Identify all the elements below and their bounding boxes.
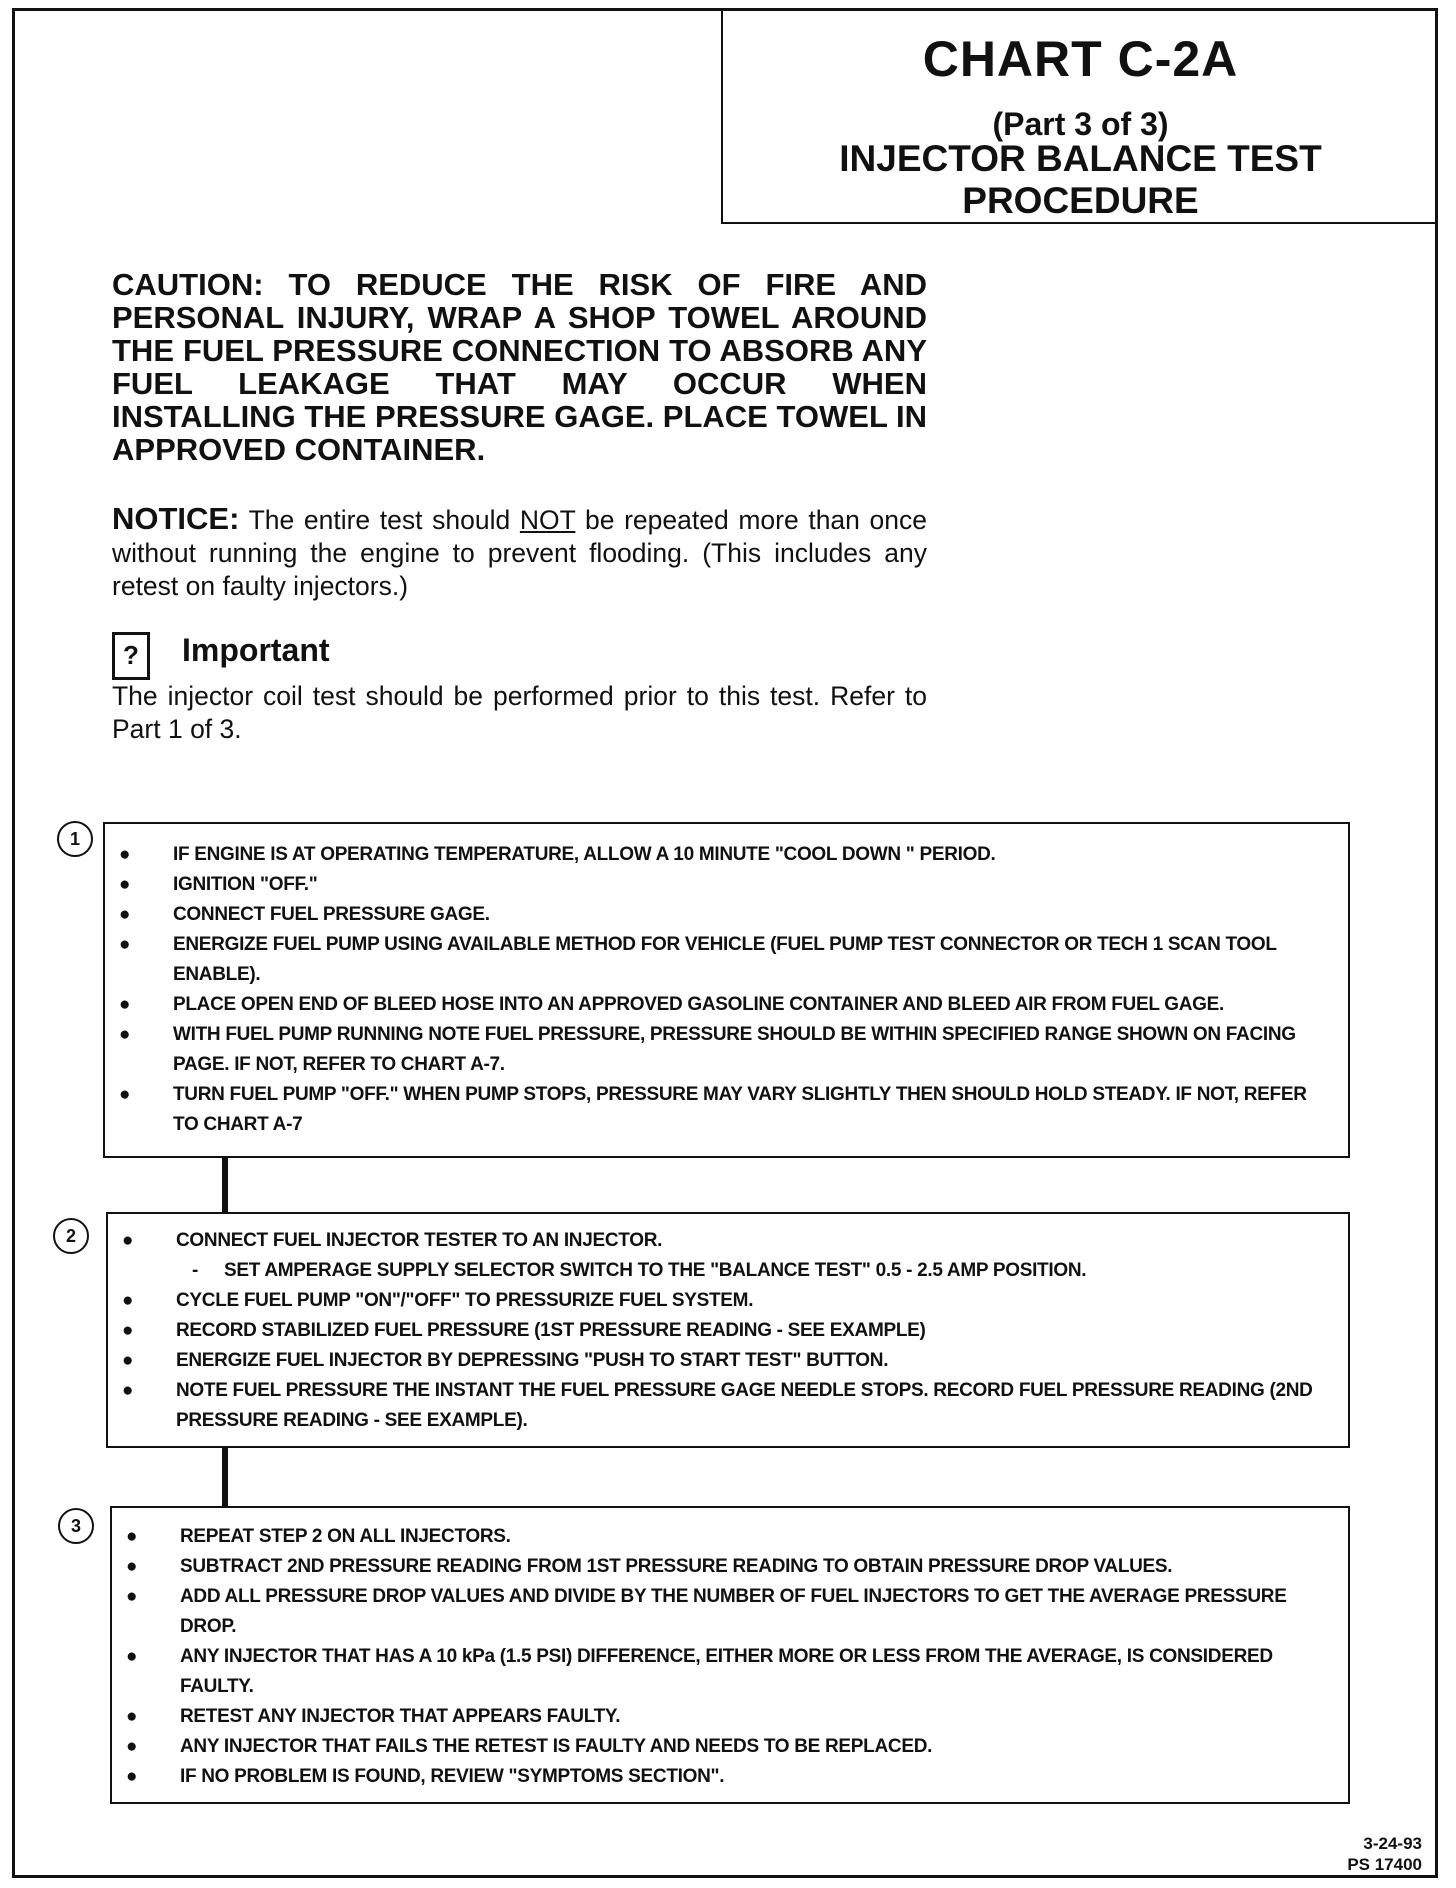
step-box-1 — [103, 822, 1350, 1158]
list-item: ● ANY INJECTOR THAT FAILS THE RETEST IS FAULTY AND NEEDS TO BE REPLACED. — [126, 1736, 933, 1757]
list-item: ● RETEST ANY INJECTOR THAT APPEARS FAULTY. — [126, 1706, 621, 1727]
list-item: ● REPEAT STEP 2 ON ALL INJECTORS. — [126, 1526, 511, 1547]
list-item: ● IF NO PROBLEM IS FOUND, REVIEW "SYMPTOMS SECTION". — [126, 1766, 725, 1787]
notice-text-after: be repeated more than once without running the engine to prevent flooding. (This includes any retest on faulty injectors.) — [112, 505, 928, 601]
list-item: ● NOTE FUEL PRESSURE THE INSTANT THE FUEL PRESSURE GAGE NEEDLE STOPS. RECORD FUEL PRESSURE READING (2ND PRESSURE READING - SEE EXAMPLE). — [122, 1380, 1313, 1431]
list-item: ● ENERGIZE FUEL INJECTOR BY DEPRESSING "PUSH TO START TEST" BUTTON. — [122, 1350, 889, 1371]
list-item: ● CONNECT FUEL INJECTOR TESTER TO AN INJECTOR. — [122, 1230, 663, 1251]
step-number-1: 1 — [57, 821, 93, 857]
step-number-2: 2 — [53, 1218, 89, 1254]
list-item: ● ANY INJECTOR THAT HAS A 10 kPa (1.5 PSI) DIFFERENCE, EITHER MORE OR LESS FROM THE AVERAGE, IS CONSIDERED FAULTY. — [126, 1646, 1273, 1697]
list-item: ● IF ENGINE IS AT OPERATING TEMPERATURE, ALLOW A 10 MINUTE "COOL DOWN " PERIOD. — [119, 844, 996, 865]
notice-label: NOTICE: — [112, 501, 240, 536]
connector-line — [222, 1158, 228, 1212]
footer — [1347, 1833, 1422, 1875]
notice-text-before: The entire test should — [239, 505, 520, 535]
notice — [112, 502, 927, 603]
important-label: Important — [182, 632, 330, 668]
chart-part: (Part 3 of 3) — [992, 106, 1169, 142]
list-item: ● SUBTRACT 2ND PRESSURE READING FROM 1ST PRESSURE READING TO OBTAIN PRESSURE DROP VALUES. — [126, 1556, 1173, 1577]
step-number-3: 3 — [58, 1508, 94, 1544]
list-item: ● RECORD STABILIZED FUEL PRESSURE (1ST PRESSURE READING - SEE EXAMPLE) — [122, 1320, 926, 1341]
important-text: The injector coil test should be performed prior to this test. Refer to Part 1 of 3. — [112, 681, 927, 744]
important-icon: ? — [112, 632, 150, 680]
caution-text: CAUTION: TO REDUCE THE RISK OF FIRE AND PERSONAL INJURY, WRAP A SHOP TOWEL AROUND THE FUEL PRESSURE CONNECTION TO ABSORB ANY FUEL LEAKAGE THAT MAY OCCUR WHEN INSTALLING THE PRESSURE GAGE. PLACE TOWEL IN APPROVED CONTAINER. — [112, 267, 927, 467]
list-item: ● PLACE OPEN END OF BLEED HOSE INTO AN APPROVED GASOLINE CONTAINER AND BLEED AIR FROM FUEL GAGE. — [119, 994, 1225, 1015]
chart-subtitle: INJECTOR BALANCE TEST PROCEDURE — [839, 138, 1322, 221]
notice-emphasis: NOT — [519, 505, 576, 535]
list-item: ● CONNECT FUEL PRESSURE GAGE. — [119, 904, 490, 925]
footer-code: PS 17400 — [1347, 1855, 1422, 1874]
footer-date: 3-24-93 — [1363, 1834, 1422, 1853]
list-item: ● WITH FUEL PUMP RUNNING NOTE FUEL PRESSURE, PRESSURE SHOULD BE WITHIN SPECIFIED RANGE SHOWN ON FACING PAGE. IF NOT, REFER TO CHART A-7. — [119, 1024, 1296, 1075]
step-box-2 — [106, 1212, 1350, 1448]
list-item: ● CYCLE FUEL PUMP "ON"/"OFF" TO PRESSURIZE FUEL SYSTEM. — [122, 1290, 754, 1311]
connector-line — [222, 1448, 228, 1506]
list-item: ● ENERGIZE FUEL PUMP USING AVAILABLE METHOD FOR VEHICLE (FUEL PUMP TEST CONNECTOR OR TECH 1 SCAN TOOL ENABLE). — [119, 934, 1277, 985]
list-item: ● IGNITION "OFF." — [119, 874, 318, 895]
chart-header — [721, 8, 1438, 224]
step-box-3 — [110, 1506, 1350, 1804]
list-item: - SET AMPERAGE SUPPLY SELECTOR SWITCH TO THE "BALANCE TEST" 0.5 - 2.5 AMP POSITION. — [192, 1260, 1087, 1281]
list-item: ● TURN FUEL PUMP "OFF." WHEN PUMP STOPS, PRESSURE MAY VARY SLIGHTLY THEN SHOULD HOLD STEADY. IF NOT, REFER TO CHART A-7 — [119, 1084, 1307, 1135]
list-item: ● ADD ALL PRESSURE DROP VALUES AND DIVIDE BY THE NUMBER OF FUEL INJECTORS TO GET THE AVERAGE PRESSURE DROP. — [126, 1586, 1287, 1637]
chart-title: CHART C-2A — [922, 31, 1239, 87]
